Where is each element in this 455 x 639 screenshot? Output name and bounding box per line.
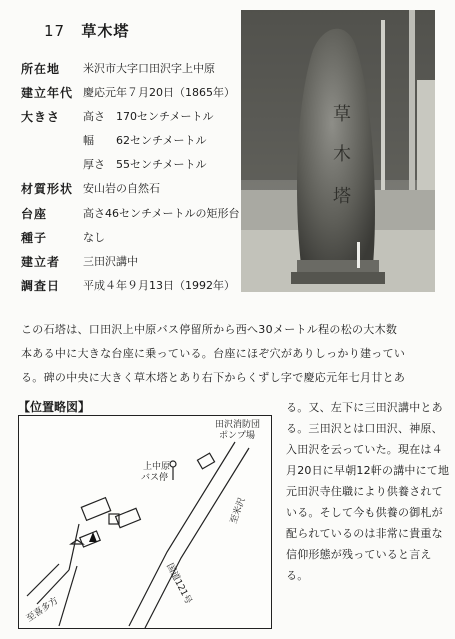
page-title [44, 20, 129, 41]
info-label: 大きさ [21, 110, 61, 124]
info-value: 安山岩の自然石 [83, 182, 160, 195]
info-row-size [21, 108, 214, 125]
stone-monument-photo [241, 10, 435, 292]
info-value: 米沢市大字口田沢字上中原 [83, 62, 215, 75]
info-label: 種子 [21, 231, 48, 245]
map-label-to-yonezawa: 至米沢 [229, 496, 248, 526]
map-label-fire-station: 田沢消防団 [215, 420, 261, 430]
info-label: 調査日 [21, 279, 61, 293]
side-paragraph-line: 信仰形態が残っていると言え [286, 548, 432, 561]
map-title: 【位置略図】 [18, 400, 91, 414]
info-label [21, 132, 83, 148]
map-label-bus-stop-2: バス停 [141, 473, 169, 483]
svg-text:草: 草 [333, 104, 351, 125]
info-row-date [21, 84, 235, 101]
side-paragraph-line: 配られているのは非常に貴重な [286, 527, 443, 540]
side-paragraph [286, 397, 450, 586]
entry-title: 草木塔 [81, 22, 130, 40]
body-paragraph-line: る。碑の中央に大きく草木塔とあり右下からくずし字で慶応元年七月廿とあ [21, 371, 406, 384]
map-label-bus-stop: 上中原 [143, 462, 171, 472]
info-row-survey [21, 277, 235, 294]
info-row-width [21, 132, 207, 148]
info-value: 三田沢講中 [83, 255, 138, 268]
info-label: 台座 [21, 207, 48, 221]
map-label-to-kitakata: 至喜多方 [25, 595, 61, 625]
side-paragraph-line: 月20日に早朝12軒の講中にて地 [286, 464, 450, 477]
info-value: なし [83, 231, 105, 244]
side-paragraph-line: いる。そして今も供養の御札が [286, 506, 443, 519]
info-row-seed [21, 229, 105, 246]
entry-number: 17 [44, 22, 66, 40]
info-value: 平成４年９月13日（1992年） [83, 279, 235, 292]
info-label: 材質形状 [21, 182, 74, 196]
info-row-depth [21, 156, 207, 172]
info-label: 所在地 [21, 62, 61, 76]
info-value: 幅 62センチメートル [83, 134, 207, 147]
svg-text:塔: 塔 [333, 186, 351, 207]
body-paragraph-line: 本ある中に大きな台座に乗っている。台座にほぞ穴がありしっかり建ってい [21, 347, 406, 360]
info-value: 高さ46センチメートルの矩形台 [83, 207, 240, 220]
side-paragraph-line: 元田沢寺住職により供養されて [286, 485, 443, 498]
side-paragraph-line: る。 [286, 569, 309, 582]
side-paragraph-line: 入田沢を云っていた。現在は４ [286, 443, 443, 456]
info-row-builder [21, 253, 138, 270]
info-row-location [21, 60, 215, 77]
side-paragraph-line: る。三田沢とは口田沢、神原、 [286, 422, 443, 435]
info-label: 建立者 [21, 255, 61, 269]
info-row-pedestal [21, 205, 240, 222]
location-map [18, 415, 272, 629]
info-row-material [21, 180, 160, 197]
svg-text:木: 木 [333, 144, 351, 165]
info-label [21, 156, 83, 172]
info-label: 建立年代 [21, 86, 74, 100]
body-paragraph-line: この石塔は、口田沢上中原バス停留所から西へ30メートル程の松の大木数 [21, 323, 398, 336]
side-paragraph-line: る。又、左下に三田沢講中とあ [286, 401, 443, 414]
map-label-route: 国道121号 [164, 562, 194, 606]
info-value: 厚さ 55センチメートル [83, 158, 207, 171]
photo-illustration [241, 10, 435, 292]
info-value: 慶応元年７月20日（1865年） [83, 86, 235, 99]
info-value: 高さ 170センチメートル [83, 110, 214, 123]
map-label-pump-house: ポンプ場 [219, 431, 256, 441]
